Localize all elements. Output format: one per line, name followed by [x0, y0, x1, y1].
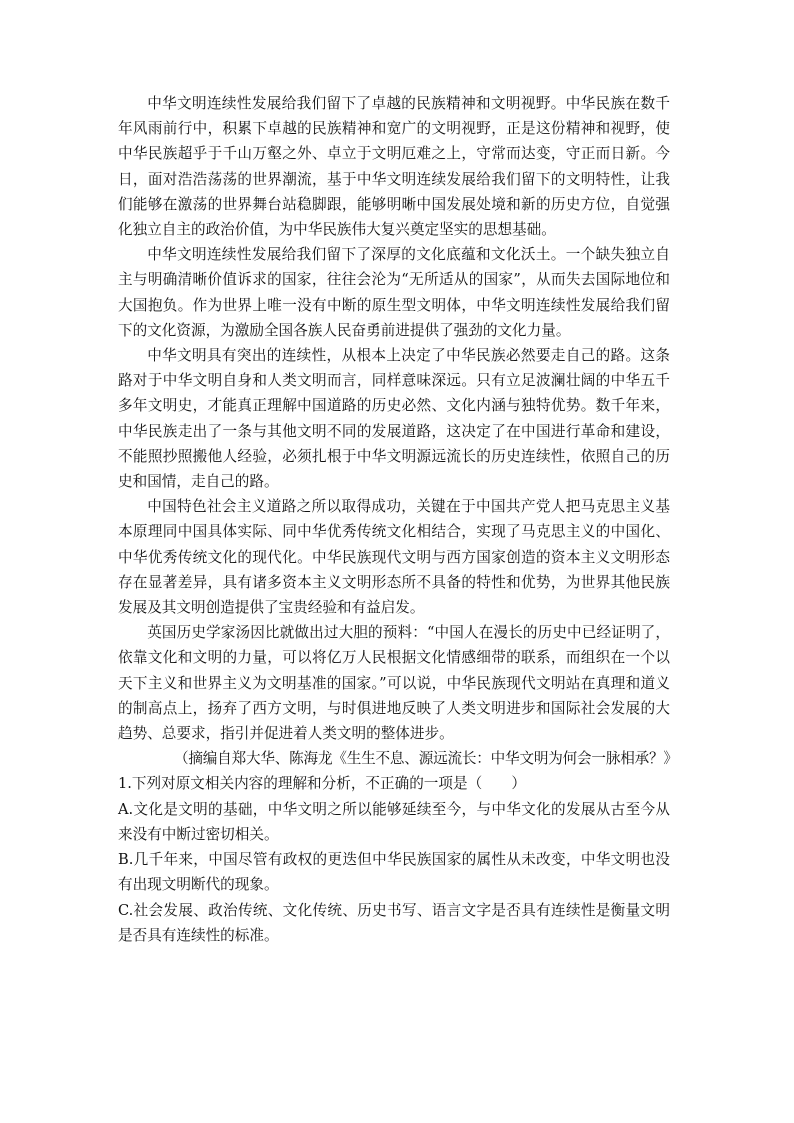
article-paragraph-4: 中国特色社会主义道路之所以取得成功，关键在于中国共产党人把马克思主义基本原理同中国具体实际、同中华优秀传统文化相结合，实现了马克思主义的中国化、中华优秀传统文化的现代化。中华民族现代文明与西方国家创造的资本主义文明形态存在显著差异，具有诸多资本主义文明形态所不具备的特性和优势，为世界其他民族发展及其文明创造提供了宝贵经验和有益启发。 [118, 498, 670, 617]
document-page [118, 91, 678, 948]
article-paragraph-1: 中华文明连续性发展给我们留下了卓越的民族精神和文明视野。中华民族在数千年风雨前行中，积累下卓越的民族精神和宽广的文明视野，正是这份精神和视野，使中华民族超乎于千山万壑之外、卓立于文明厄难之上，守常而达变，守正而日新。今日，面对浩浩荡荡的世界潮流，基于中华文明连续发展给我们留下的文明特性，让我们能够在激荡的世界舞台站稳脚跟，能够明晰中国发展处境和新的历史方位，自觉强化独立自主的政治价值，为中华民族伟大复兴奠定坚实的思想基础。 [118, 95, 670, 239]
option-c: C.社会发展、政治传统、文化传统、历史书写、语言文字是否具有连续性是衡量文明是否具有连续性的标准。 [118, 901, 670, 944]
option-a: A.文化是文明的基础，中华文明之所以能够延续至今，与中华文化的发展从古至今从来没有中断过密切相关。 [118, 800, 670, 843]
article-paragraph-5: 英国历史学家汤因比就做出过大胆的预料：“中国人在漫长的历史中已经证明了，依靠文化和文明的力量，可以将亿万人民根据文化情感细带的联系，而组织在一个以天下主义和世界主义为文明基准的国家。”可以说，中华民族现代文明站在真理和道义的制高点上，扬弃了西方文明，与时俱进地反映了人类文明进步和国际社会发展的大趋势、总要求，指引并促进着人类文明的整体进步。 [118, 624, 670, 743]
article-paragraph-2: 中华文明连续性发展给我们留下了深厚的文化底蕴和文化沃土。一个缺失独立自主与明确清晰价值诉求的国家，往往会沦为“无所适从的国家”，从而失去国际地位和大国抱负。作为世界上唯一没有中断的原生型文明体，中华文明连续性发展给我们留下的文化资源，为激励全国各族人民奋勇前进提供了强劲的文化力量。 [118, 246, 670, 339]
article-paragraph-3: 中华文明具有突出的连续性，从根本上决定了中华民族必然要走自己的路。这条路对于中华文明自身和人类文明而言，同样意味深远。只有立足波澜壮阔的中华五千多年文明史，才能真正理解中国道路的历史必然、文化内涵与独特优势。数千年来，中华民族走出了一条与其他文明不同的发展道路，这决定了在中国进行革命和建设，不能照抄照搬他人经验，必须扎根于中华文明源远流长的历史连续性，依照自己的历史和国情，走自己的路。 [118, 347, 670, 491]
article-source: （摘编自郑大华、陈海龙《生生不息、源远流长：中华文明为何会一脉相承？》 [174, 750, 678, 768]
option-b: B.几千年来，中国尽管有政权的更迭但中华民族国家的属性从未改变，中华文明也没有出现文明断代的现象。 [118, 851, 670, 894]
question-stem: 1.下列对原文相关内容的理解和分析，不正确的一项是（ ） [118, 775, 526, 793]
